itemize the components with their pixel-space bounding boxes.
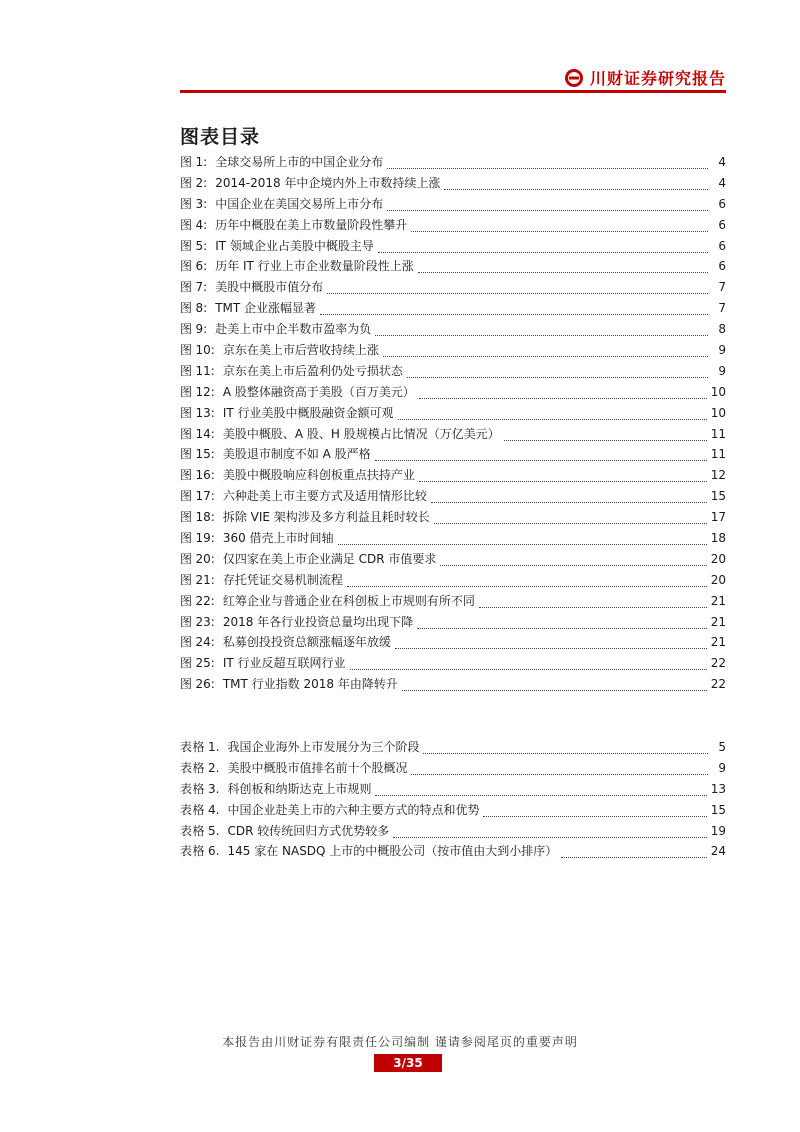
figure-entry-title: IT 行业美股中概股融资金额可观 bbox=[222, 405, 394, 420]
figure-entry-title: A 股整体融资高于美股（百万美元） bbox=[222, 384, 415, 399]
figure-entry-page: 21 bbox=[710, 593, 726, 608]
dot-leader bbox=[479, 599, 707, 608]
figure-entry[interactable] bbox=[180, 341, 726, 362]
figure-entry[interactable] bbox=[180, 613, 726, 634]
figure-entry-title: 2018 年各行业投资总量均出现下降 bbox=[222, 614, 414, 629]
figure-entry-label: 图 bbox=[180, 155, 193, 169]
dot-leader bbox=[398, 411, 707, 420]
figure-entry-label: 图 bbox=[180, 196, 193, 211]
table-entry-number: 1. bbox=[208, 740, 220, 754]
dot-leader bbox=[347, 578, 707, 587]
figure-entry[interactable] bbox=[180, 362, 726, 383]
dot-leader bbox=[419, 390, 707, 399]
figure-entry-number: 1: bbox=[195, 155, 208, 169]
figure-entry[interactable] bbox=[180, 278, 726, 299]
table-entry-number: 3. bbox=[208, 781, 220, 796]
figure-entry[interactable] bbox=[180, 675, 726, 696]
figure-entry[interactable] bbox=[180, 487, 726, 508]
table-entry-label: 表格 bbox=[180, 781, 206, 796]
figure-entry-label: 图 bbox=[180, 259, 193, 274]
table-entry-label: 表格 bbox=[180, 823, 206, 838]
table-entry[interactable] bbox=[180, 801, 726, 822]
figure-entry-label: 图 bbox=[180, 175, 193, 190]
dot-leader bbox=[431, 494, 707, 503]
figure-entry[interactable] bbox=[180, 174, 726, 195]
figure-entry[interactable] bbox=[180, 592, 726, 613]
figure-entry-title: 美股中概股市值分布 bbox=[215, 280, 324, 295]
figure-entry[interactable] bbox=[180, 508, 726, 529]
table-entry-number: 4. bbox=[208, 802, 220, 817]
table-entry[interactable] bbox=[180, 759, 726, 780]
table-entry-title: 科创板和纳斯达克上市规则 bbox=[227, 781, 372, 796]
figure-entry-number: 16: bbox=[195, 468, 215, 483]
dot-leader bbox=[402, 682, 707, 691]
figure-entry-title: 红筹企业与普通企业在科创板上市规则有所不同 bbox=[222, 593, 475, 608]
figure-entry-label: 图 bbox=[180, 405, 193, 420]
figure-entry-number: 9: bbox=[195, 322, 208, 337]
dot-leader bbox=[561, 849, 706, 858]
figure-entry-number: 14: bbox=[195, 426, 215, 441]
figure-entry-number: 4: bbox=[195, 217, 208, 232]
table-entry[interactable] bbox=[180, 842, 726, 863]
figure-entry-label: 图 bbox=[180, 531, 193, 546]
figure-entry-title: 历年中概股在美上市数量阶段性攀升 bbox=[215, 217, 408, 232]
figure-entry-page: 9 bbox=[718, 343, 726, 358]
figure-entry-number: 17: bbox=[195, 489, 215, 504]
figure-entry-label: 图 bbox=[180, 301, 193, 316]
figure-entry-page: 6 bbox=[718, 238, 726, 253]
figure-entry-number: 21: bbox=[195, 572, 215, 587]
table-entry-title: 中国企业赴美上市的六种主要方式的特点和优势 bbox=[227, 802, 480, 817]
figure-entry-number: 23: bbox=[195, 614, 215, 629]
figure-entry-label: 图 bbox=[180, 614, 193, 629]
dot-leader bbox=[411, 223, 708, 232]
table-entry-title: 145 家在 NASDQ 上市的中概股公司（按市值由大到小排序） bbox=[227, 844, 558, 859]
dot-leader bbox=[419, 473, 707, 482]
figure-entry-page: 10 bbox=[710, 405, 726, 420]
figure-entry-number: 5: bbox=[195, 238, 208, 253]
dot-leader bbox=[483, 808, 706, 817]
figure-entry-title: 美股中概股、A 股、H 股规模占比情况（万亿美元） bbox=[222, 426, 500, 441]
figure-entry-title: TMT 行业指数 2018 年由降转升 bbox=[222, 677, 398, 692]
figure-entry[interactable] bbox=[180, 571, 726, 592]
table-entry-number: 6. bbox=[208, 844, 220, 859]
figure-entry-number: 15: bbox=[195, 447, 215, 462]
figure-entry-page: 20 bbox=[710, 572, 726, 587]
figure-entry-title: 历年 IT 行业上市企业数量阶段性上涨 bbox=[215, 259, 414, 274]
figure-entry[interactable] bbox=[180, 299, 726, 320]
figure-entry-label: 图 bbox=[180, 217, 193, 232]
table-entry-label: 表格 bbox=[180, 802, 206, 817]
figure-entry-label: 图 bbox=[180, 593, 193, 608]
figure-entry-number: 25: bbox=[195, 656, 215, 671]
figure-entry[interactable] bbox=[180, 466, 726, 487]
brand-name: 川财证券研究报告 bbox=[589, 69, 726, 88]
dot-leader bbox=[444, 181, 708, 190]
figure-entry-label: 图 bbox=[180, 635, 193, 650]
figure-entry-label: 图 bbox=[180, 489, 193, 504]
figure-entry[interactable] bbox=[180, 153, 726, 174]
figure-entry-title: 京东在美上市后盈利仍处亏损状态 bbox=[222, 363, 403, 378]
figure-entry-number: 24: bbox=[195, 635, 215, 650]
figure-entry[interactable] bbox=[180, 195, 726, 216]
dot-leader bbox=[378, 244, 708, 253]
figure-entry[interactable] bbox=[180, 633, 726, 654]
figure-entry-number: 2: bbox=[195, 175, 208, 190]
dot-leader bbox=[417, 620, 707, 629]
figure-entry-page: 10 bbox=[710, 384, 726, 399]
table-list bbox=[180, 738, 726, 863]
dot-leader bbox=[393, 829, 706, 838]
page-number-badge: 3/35 bbox=[374, 1054, 442, 1072]
figure-entry-number: 6: bbox=[195, 259, 208, 274]
dot-leader bbox=[375, 452, 707, 461]
figure-entry-title: 仅四家在美上市企业满足 CDR 市值要求 bbox=[222, 551, 437, 566]
figure-entry-label: 图 bbox=[180, 551, 193, 566]
figure-entry-title: 360 借壳上市时间轴 bbox=[222, 531, 334, 546]
figure-entry-page: 6 bbox=[718, 259, 726, 274]
table-entry[interactable] bbox=[180, 780, 726, 801]
brand bbox=[564, 66, 726, 89]
dot-leader bbox=[418, 264, 708, 273]
figure-entry-page: 4 bbox=[718, 155, 726, 169]
figure-entry-page: 9 bbox=[718, 363, 726, 378]
figure-entry-page: 7 bbox=[718, 280, 726, 295]
figure-entry-label: 图 bbox=[180, 510, 193, 525]
dot-leader bbox=[350, 661, 707, 670]
figure-entry-title: 拆除 VIE 架构涉及多方利益且耗时较长 bbox=[222, 510, 430, 525]
dot-leader bbox=[387, 202, 708, 211]
figure-entry[interactable] bbox=[180, 216, 726, 237]
dot-leader bbox=[320, 306, 708, 315]
figure-entry-title: TMT 企业涨幅显著 bbox=[215, 301, 317, 316]
figure-entry-number: 10: bbox=[195, 343, 215, 358]
table-entry-number: 5. bbox=[208, 823, 220, 838]
table-entry[interactable] bbox=[180, 822, 726, 843]
figure-entry-title: 中国企业在美国交易所上市分布 bbox=[215, 196, 384, 211]
figure-entry-title: 美股退市制度不如 A 股严格 bbox=[222, 447, 371, 462]
figure-entry-number: 20: bbox=[195, 551, 215, 566]
dot-leader bbox=[338, 536, 707, 545]
figure-entry-number: 7: bbox=[195, 280, 208, 295]
figure-entry-number: 12: bbox=[195, 384, 215, 399]
table-entry-number: 2. bbox=[208, 760, 220, 775]
table-entry-page: 13 bbox=[710, 781, 726, 796]
figure-entry-label: 图 bbox=[180, 363, 193, 378]
dot-leader bbox=[504, 432, 707, 441]
figure-entry[interactable] bbox=[180, 550, 726, 571]
dot-leader bbox=[327, 285, 708, 294]
table-entry-label: 表格 bbox=[180, 760, 206, 775]
figure-entry-title: 六种赴美上市主要方式及适用情形比较 bbox=[222, 489, 427, 504]
table-entry-page: 9 bbox=[718, 760, 726, 775]
figure-list bbox=[180, 153, 726, 696]
figure-entry-page: 6 bbox=[718, 196, 726, 211]
figure-entry-number: 26: bbox=[195, 677, 215, 692]
table-entry-page: 19 bbox=[710, 823, 726, 838]
figure-entry-label: 图 bbox=[180, 447, 193, 462]
figure-entry-number: 8: bbox=[195, 301, 208, 316]
dot-leader bbox=[383, 348, 708, 357]
figure-entry-page: 11 bbox=[710, 426, 726, 441]
figure-entry[interactable] bbox=[180, 404, 726, 425]
figure-entry[interactable] bbox=[180, 320, 726, 341]
table-entry-page: 5 bbox=[718, 740, 726, 754]
table-entry-page: 15 bbox=[710, 802, 726, 817]
table-entry-label: 表格 bbox=[180, 844, 206, 859]
dot-leader bbox=[411, 766, 708, 775]
figure-entry-number: 11: bbox=[195, 363, 215, 378]
figure-entry-title: 存托凭证交易机制流程 bbox=[222, 572, 343, 587]
figure-entry-label: 图 bbox=[180, 322, 193, 337]
figure-entry-label: 图 bbox=[180, 343, 193, 358]
figure-entry-page: 11 bbox=[710, 447, 726, 462]
figure-entry[interactable] bbox=[180, 654, 726, 675]
figure-entry-page: 8 bbox=[718, 322, 726, 337]
footer-disclaimer: 本报告由川财证券有限责任公司编制 谨请参阅尾页的重要声明 bbox=[222, 1035, 578, 1049]
figure-entry[interactable] bbox=[180, 257, 726, 278]
figure-entry-page: 20 bbox=[710, 551, 726, 566]
figure-entry-label: 图 bbox=[180, 468, 193, 483]
figure-entry-page: 12 bbox=[710, 468, 726, 483]
figure-entry-page: 4 bbox=[718, 175, 726, 190]
figure-entry-page: 22 bbox=[710, 656, 726, 671]
figure-entry-page: 22 bbox=[710, 677, 726, 692]
table-entry-page: 24 bbox=[710, 844, 726, 859]
section-title: 图表目录 bbox=[180, 126, 261, 148]
figure-entry-label: 图 bbox=[180, 238, 193, 253]
figure-entry[interactable] bbox=[180, 425, 726, 446]
dot-leader bbox=[423, 745, 708, 754]
dot-leader bbox=[387, 160, 708, 169]
header-divider bbox=[180, 90, 726, 93]
table-entry[interactable] bbox=[180, 738, 726, 759]
figure-entry-number: 3: bbox=[195, 196, 208, 211]
figure-entry-number: 18: bbox=[195, 510, 215, 525]
figure-entry-label: 图 bbox=[180, 280, 193, 295]
figure-entry[interactable] bbox=[180, 383, 726, 404]
table-entry-title: CDR 较传统回归方式优势较多 bbox=[227, 823, 390, 838]
dot-leader bbox=[395, 640, 707, 649]
figure-entry-label: 图 bbox=[180, 572, 193, 587]
figure-entry-title: IT 领域企业占美股中概股主导 bbox=[215, 238, 374, 253]
dot-leader bbox=[440, 557, 706, 566]
dot-leader bbox=[434, 515, 707, 524]
dot-leader bbox=[375, 327, 708, 336]
figure-entry-title: 赴美上市中企半数市盈率为负 bbox=[215, 322, 372, 337]
figure-entry-number: 13: bbox=[195, 405, 215, 420]
figure-entry-label: 图 bbox=[180, 384, 193, 399]
dot-leader bbox=[407, 369, 708, 378]
figure-entry-page: 6 bbox=[718, 217, 726, 232]
table-entry-title: 我国企业海外上市发展分为三个阶段 bbox=[227, 740, 420, 754]
figure-entry-number: 22: bbox=[195, 593, 215, 608]
figure-entry-title: 2014-2018 年中企境内外上市数持续上涨 bbox=[215, 175, 441, 190]
figure-entry-label: 图 bbox=[180, 677, 193, 692]
company-logo-icon bbox=[564, 68, 584, 88]
dot-leader bbox=[375, 787, 706, 796]
figure-entry-label: 图 bbox=[180, 426, 193, 441]
figure-entry-label: 图 bbox=[180, 656, 193, 671]
figure-entry[interactable] bbox=[180, 237, 726, 258]
figure-entry[interactable] bbox=[180, 529, 726, 550]
figure-entry-title: IT 行业反超互联网行业 bbox=[222, 656, 346, 671]
page-header bbox=[180, 62, 726, 90]
figure-entry[interactable] bbox=[180, 445, 726, 466]
figure-entry-page: 18 bbox=[710, 531, 726, 546]
figure-entry-page: 17 bbox=[710, 510, 726, 525]
figure-entry-title: 京东在美上市后营收持续上涨 bbox=[222, 343, 379, 358]
figure-entry-number: 19: bbox=[195, 531, 215, 546]
figure-entry-title: 全球交易所上市的中国企业分布 bbox=[215, 155, 384, 169]
figure-entry-title: 美股中概股响应科创板重点扶持产业 bbox=[222, 468, 415, 483]
figure-entry-page: 21 bbox=[710, 614, 726, 629]
figure-entry-page: 15 bbox=[710, 489, 726, 504]
figure-entry-page: 21 bbox=[710, 635, 726, 650]
table-entry-label: 表格 bbox=[180, 740, 206, 754]
table-entry-title: 美股中概股市值排名前十个股概况 bbox=[227, 760, 408, 775]
figure-entry-title: 私募创投投资总额涨幅逐年放缓 bbox=[222, 635, 391, 650]
figure-entry-page: 7 bbox=[718, 301, 726, 316]
